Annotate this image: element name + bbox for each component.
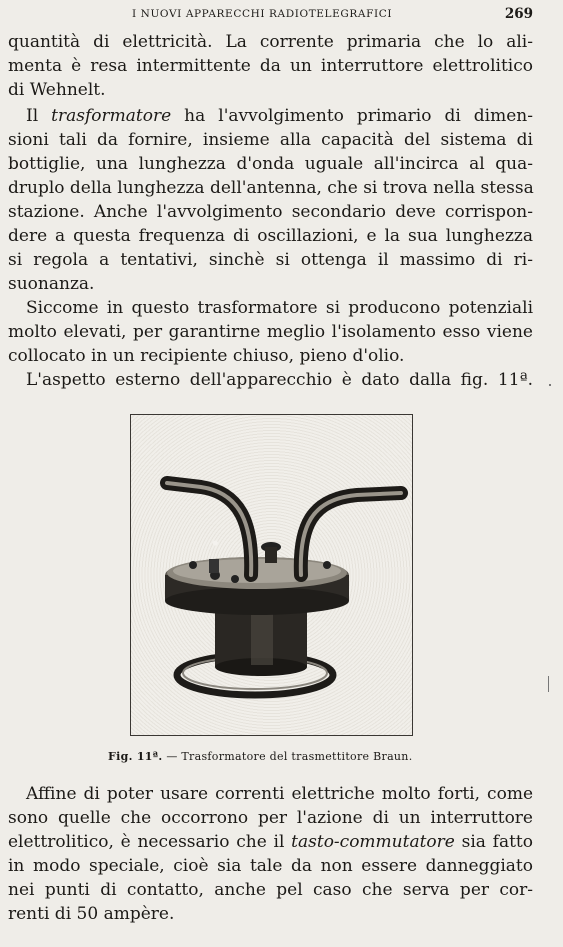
paragraph-4 [8, 368, 533, 392]
paragraph-2 [8, 104, 533, 296]
text-line: si regola a tentativi, sinchè si ottenga il massimo di ri- [8, 250, 533, 270]
figure-caption [108, 750, 448, 763]
text-line: molto elevati, per garantirne meglio l'isolamento esso viene [8, 322, 533, 342]
transformer-illustration [131, 415, 412, 735]
running-head [0, 6, 563, 24]
text-line-with-italic: elettrolitico, è necessario che il tasto-commutatore sia fatto [8, 832, 534, 852]
paragraph-5 [8, 782, 533, 926]
text-line: Affine di poter usare correnti elettriche molto forti, come [26, 784, 533, 804]
text-line: dere a questa frequenza di oscillazioni, e la sua lunghezza [8, 226, 533, 246]
figure-photo-transformer [130, 414, 413, 736]
running-title: I NUOVI APPARECCHI RADIOTELEGRAFICI [132, 8, 393, 20]
caption-label: Fig. 11ª. [108, 750, 163, 763]
text-line: in modo speciale, cioè sia tale da non essere danneggiato [8, 856, 533, 876]
italic-term: trasformatore [51, 106, 172, 126]
text-line: renti di 50 ampère. [8, 904, 175, 924]
text-line: L'aspetto esterno dell'apparecchio è dato dalla fig. 11ª. [26, 370, 533, 390]
text-line: di Wehnelt. [8, 80, 106, 100]
margin-mark [548, 676, 549, 692]
margin-dot [549, 384, 551, 386]
text-line: collocato in un recipiente chiuso, pieno d'olio. [8, 346, 405, 366]
text-line: stazione. Anche l'avvolgimento secondario deve corrispon- [8, 202, 533, 222]
text-line: suonanza. [8, 274, 95, 294]
text-line: sioni tali da fornire, insieme alla capacità del sistema di [8, 130, 533, 150]
text-line: menta è resa intermittente da un interruttore elettrolitico [8, 56, 533, 76]
paragraph-3 [8, 296, 533, 368]
caption-text: — Trasformatore del trasmettitore Braun. [166, 750, 413, 763]
paragraph-1 [8, 30, 533, 102]
text-line: sono quelle che occorrono per l'azione di un interruttore [8, 808, 533, 828]
text-line: druplo della lunghezza dell'antenna, che si trova nella stessa [8, 178, 534, 198]
text-line: nei punti di contatto, anche pel caso che serva per cor- [8, 880, 533, 900]
italic-term: tasto-commutatore [291, 832, 455, 852]
text-line: bottiglie, una lunghezza d'onda uguale all'incirca al qua- [8, 154, 533, 174]
page-number: 269 [504, 6, 533, 22]
text-line: Siccome in questo trasformatore si producono potenziali [26, 298, 533, 318]
text-line-with-italic: Il trasformatore ha l'avvolgimento primario di dimen- [26, 106, 533, 126]
text-line: quantità di elettricità. La corrente primaria che lo ali- [8, 32, 533, 52]
